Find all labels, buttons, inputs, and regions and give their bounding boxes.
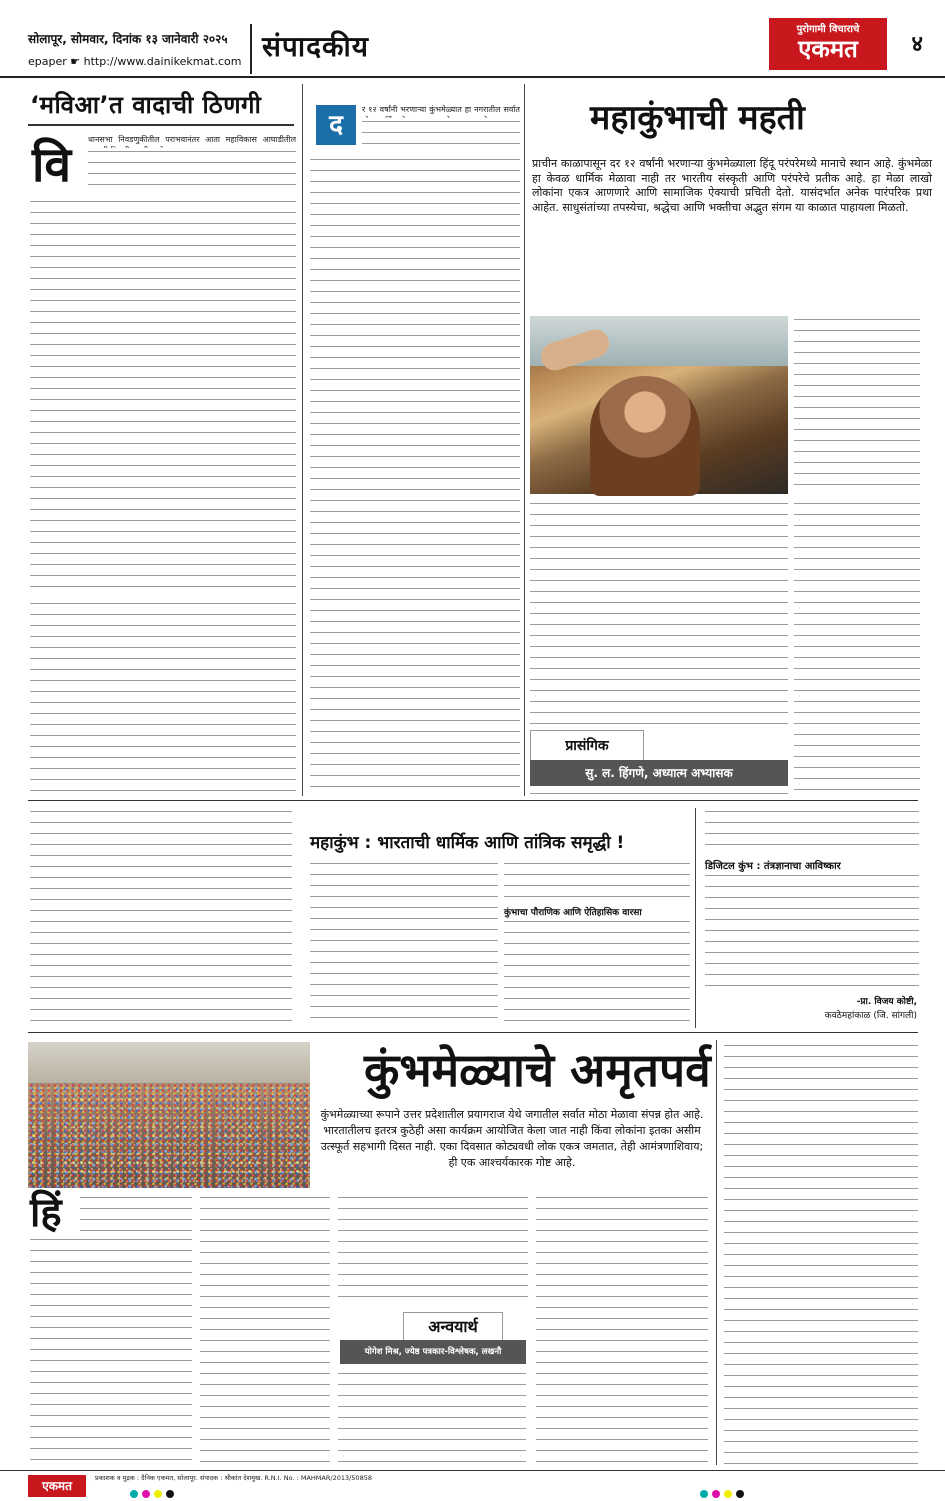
brand-name: एकमत [798, 35, 858, 63]
left-article-body-text [30, 600, 296, 794]
mahakumbh-body-text [794, 500, 920, 794]
amrut-body-text [338, 1370, 526, 1464]
left-article-dropcap: वि [32, 137, 72, 193]
amrut-headline: कुंभमेळ्याचे अमृतपर्व [364, 1043, 711, 1097]
author-byline: सु. ल. हिंगणे, अध्यात्म अभ्यासक [530, 760, 788, 786]
column-divider [695, 808, 696, 1028]
black-mark [736, 1490, 744, 1498]
column-divider [716, 1040, 717, 1465]
epaper-link[interactable]: epaper ☛ http://www.dainikekmat.com [28, 55, 242, 68]
date-line: सोलापूर, सोमवार, दिनांक १३ जानेवारी २०२५ [28, 32, 228, 46]
column-tag: अन्वयार्थ [403, 1312, 503, 1340]
center-article-lead: र १२ वर्षांनी भरणाऱ्या कुंभमेळ्यात हा नगरातील सर्वात [362, 105, 520, 114]
yellow-mark [154, 1490, 162, 1498]
mid-feature-body-text [310, 860, 498, 1026]
mid-feature-body-text [504, 860, 690, 902]
mid-feature-body-text [504, 918, 690, 1026]
amrut-dropcap: हिं [30, 1190, 62, 1236]
author-place: कवठेमहांकाळ (जि. सांगली) [824, 1011, 917, 1021]
left-article-body-text [88, 148, 296, 194]
mid-feature-body-text [705, 872, 919, 986]
column-divider [524, 84, 525, 796]
amrut-body-text [338, 1194, 528, 1306]
masthead-divider [250, 24, 252, 74]
mahakumbh-intro: प्राचीन काळापासून दर १२ वर्षांनी भरणाऱ्या कुंभमेळ्याला हिंदू परंपरेमध्ये मानाचे स्थान आहे. कुंभमेळा हा केवळ धार्मिक मेळावा नाही तर भारतीय संस्कृती आणि परंपरेचे प्रतीक आहे. हा मेळा लाखो लोकांना एकत्र आणणारे आणि सामाजिक ऐक्याची प्रचिती देतो. यासंदर्भात अनेक पारंपरिक प्रथा आहेत. साधुसंतांच्या तपस्येचा, श्रद्धेचा आणि भक्तीचा अद्भुत संगम या काळात पाहायला मिळतो. [532, 157, 932, 214]
yellow-mark [724, 1490, 732, 1498]
column-divider [302, 84, 303, 796]
headline-underline [28, 124, 294, 126]
mahakumbh-headline: महाकुंभाची महती [590, 98, 805, 138]
mahakumbh-body-text [530, 500, 788, 724]
masthead [0, 0, 945, 78]
mid-feature-body-text [705, 808, 919, 854]
section-title: संपादकीय [262, 30, 369, 63]
section-divider [28, 800, 918, 801]
cyan-mark [130, 1490, 138, 1498]
amrut-body-text [724, 1042, 918, 1464]
left-article-body-text [30, 198, 296, 596]
left-article-body-text [30, 808, 292, 1026]
author-byline: योगेश मिश्र, ज्येष्ठ पत्रकार-विश्लेषक, लखनौ [340, 1340, 526, 1364]
amrut-body-text [536, 1194, 708, 1464]
brand-tagline: पुरोगामी विचाराचे [796, 24, 860, 35]
registration-marks [130, 1490, 174, 1498]
black-mark [166, 1490, 174, 1498]
registration-marks [700, 1490, 744, 1498]
center-article-dropcap: द [316, 105, 356, 145]
page-number: ४ [911, 32, 923, 57]
footer-imprint: प्रकाशक व मुद्रक : दैनिक एकमत, सोलापूर. संपादक : श्रीकांत देशमुख. R.N.I. No. : MAHMAR/2013/50858 [95, 1474, 372, 1482]
author-signature: -प्रा. विजय कोष्टी, [856, 997, 917, 1007]
photo-sadhu [590, 376, 700, 496]
mahakumbh-body-text [794, 316, 920, 494]
photo-river [28, 1042, 310, 1083]
amrut-body-text [80, 1194, 192, 1232]
left-article-lead: धानसभा निवडणुकीतील पराभवानंतर आता महाविकास आघाडीतील [88, 135, 296, 144]
amrut-body-text [200, 1194, 330, 1464]
magenta-mark [712, 1490, 720, 1498]
photo-crowd [28, 1083, 310, 1188]
magenta-mark [142, 1490, 150, 1498]
section-divider [28, 1032, 918, 1033]
center-article-body-text [362, 118, 520, 152]
mid-feature-subhead: कुंभाचा पौराणिक आणि ऐतिहासिक वारसा [504, 908, 642, 918]
brand-logo [769, 18, 887, 70]
footer-brand-logo: एकमत [28, 1475, 86, 1497]
center-article-body-text [310, 156, 520, 792]
mahakumbh-body-text [530, 790, 788, 796]
left-article-headline: ‘मविआ’त वादाची ठिणगी [30, 91, 262, 119]
mid-feature-headline: महाकुंभ : भारताची धार्मिक आणि तांत्रिक समृद्धी ! [310, 833, 625, 853]
digital-kumbh-subhead: डिजिटल कुंभ : तंत्रज्ञानाचा आविष्कार [705, 861, 841, 872]
amrut-body-text [30, 1236, 192, 1464]
kumbh-photo [530, 316, 788, 494]
column-tag: प्रासंगिक [530, 730, 644, 760]
cyan-mark [700, 1490, 708, 1498]
kumbh-crowd-photo [28, 1042, 310, 1188]
amrut-intro: कुंभमेळ्याच्या रूपाने उत्तर प्रदेशातील प्रयागराज येथे जगातील सर्वात मोठा मेळावा संपन्न होत आहे. भारतातीलच इतरत्र कुठेही असा कार्यक्रम आयोजित केला जात नाही किंवा लोकांना इतका असीम उत्स्फूर्त सहभागी दिसत नाही. एका दिवसात कोट्यवधी लोक एकत्र जमतात, तेही आमंत्रणाशिवाय; ही एक आश्चर्यकारक गोष्ट आहे. [320, 1108, 704, 1169]
